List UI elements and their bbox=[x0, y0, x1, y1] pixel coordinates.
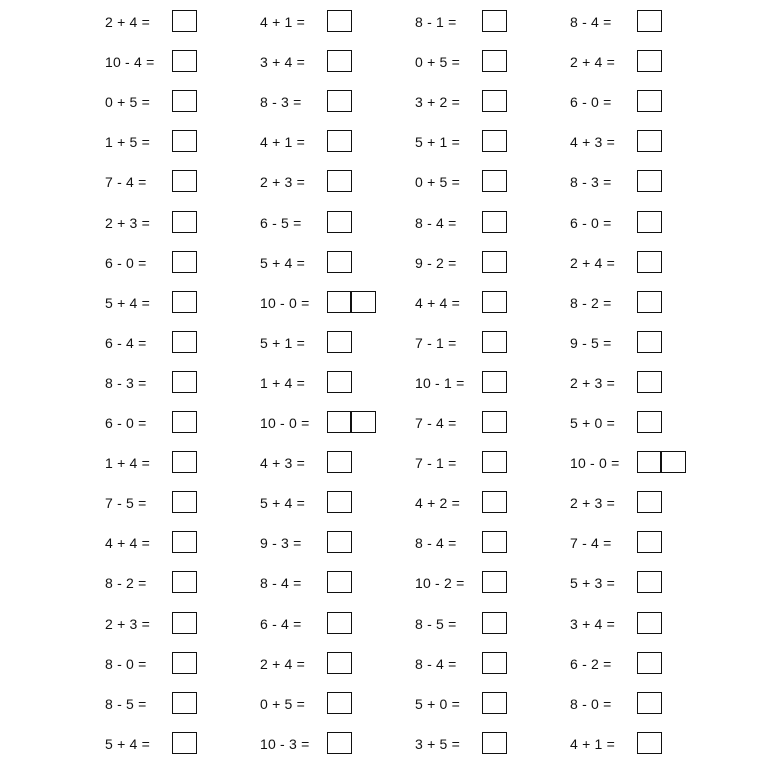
problem-expression: 6 - 5 = bbox=[260, 214, 302, 231]
answer-box[interactable] bbox=[327, 371, 352, 393]
problem-row bbox=[105, 251, 255, 275]
answer-box[interactable] bbox=[637, 90, 662, 112]
problem-expression: 10 - 0 = bbox=[260, 294, 310, 311]
problem-expression: 9 - 5 = bbox=[570, 334, 612, 351]
problem-expression: 10 - 0 = bbox=[570, 455, 620, 472]
problem-row bbox=[260, 251, 410, 275]
problem-expression: 0 + 5 = bbox=[415, 54, 460, 71]
problem-row bbox=[260, 90, 410, 114]
answer-box[interactable] bbox=[172, 411, 197, 433]
problem-row bbox=[570, 331, 720, 355]
answer-box[interactable] bbox=[172, 50, 197, 72]
problem-expression: 5 + 4 = bbox=[105, 735, 150, 752]
problem-row bbox=[570, 130, 720, 154]
answer-box[interactable] bbox=[172, 451, 197, 473]
answer-box[interactable] bbox=[637, 491, 662, 513]
answer-box[interactable] bbox=[172, 612, 197, 634]
problem-row bbox=[570, 251, 720, 275]
problem-expression: 5 + 0 = bbox=[415, 695, 460, 712]
problem-expression: 1 + 4 = bbox=[260, 374, 305, 391]
problem-expression: 4 + 1 = bbox=[260, 14, 305, 30]
problem-row bbox=[415, 692, 565, 716]
problem-row bbox=[415, 411, 565, 435]
answer-box[interactable] bbox=[172, 130, 197, 152]
problem-expression: 0 + 5 = bbox=[415, 174, 460, 191]
problem-row bbox=[105, 692, 255, 716]
problem-expression: 2 + 4 = bbox=[570, 54, 615, 71]
problem-row bbox=[260, 170, 410, 194]
answer-box[interactable] bbox=[327, 211, 352, 233]
problem-expression: 10 - 0 = bbox=[260, 415, 310, 431]
problem-row bbox=[260, 331, 410, 355]
problem-expression: 2 + 4 = bbox=[105, 14, 150, 30]
answer-box[interactable] bbox=[482, 451, 507, 473]
answer-box[interactable] bbox=[637, 291, 662, 313]
problem-expression: 7 - 4 = bbox=[415, 415, 457, 431]
answer-box[interactable] bbox=[327, 251, 352, 273]
problem-row bbox=[260, 571, 410, 595]
answer-box[interactable] bbox=[172, 10, 197, 32]
problem-expression: 9 - 3 = bbox=[260, 535, 302, 552]
problem-expression: 8 - 4 = bbox=[570, 14, 612, 30]
problem-row bbox=[570, 211, 720, 235]
problem-expression: 2 + 3 = bbox=[105, 214, 150, 231]
answer-box[interactable] bbox=[637, 531, 662, 553]
answer-box[interactable] bbox=[482, 491, 507, 513]
answer-box[interactable] bbox=[637, 170, 662, 192]
answer-box-two-digit[interactable] bbox=[637, 451, 686, 473]
problem-expression: 4 + 4 = bbox=[105, 535, 150, 552]
problem-row bbox=[105, 371, 255, 395]
problem-expression: 7 - 5 = bbox=[105, 495, 147, 512]
answer-box[interactable] bbox=[482, 652, 507, 674]
answer-box[interactable] bbox=[637, 732, 662, 754]
problem-expression: 6 - 2 = bbox=[570, 655, 612, 672]
problem-row bbox=[415, 371, 565, 395]
problem-expression: 8 - 4 = bbox=[415, 214, 457, 231]
problem-row bbox=[105, 732, 255, 756]
answer-box[interactable] bbox=[327, 90, 352, 112]
problem-row bbox=[260, 371, 410, 395]
answer-box[interactable] bbox=[637, 652, 662, 674]
problem-row bbox=[105, 331, 255, 355]
problem-expression: 3 + 4 = bbox=[260, 54, 305, 71]
problem-expression: 8 - 4 = bbox=[415, 535, 457, 552]
problem-row bbox=[260, 732, 410, 756]
answer-box[interactable] bbox=[327, 170, 352, 192]
answer-box[interactable] bbox=[482, 531, 507, 553]
problem-row bbox=[570, 411, 720, 435]
problem-expression: 2 + 3 = bbox=[260, 174, 305, 191]
problem-expression: 3 + 5 = bbox=[415, 735, 460, 752]
answer-box[interactable] bbox=[637, 371, 662, 393]
problem-row bbox=[415, 291, 565, 315]
answer-box[interactable] bbox=[327, 331, 352, 353]
problem-row bbox=[105, 211, 255, 235]
problem-expression: 5 + 4 = bbox=[260, 254, 305, 271]
answer-box[interactable] bbox=[172, 732, 197, 754]
problem-row bbox=[260, 451, 410, 475]
answer-box[interactable] bbox=[482, 170, 507, 192]
problem-row bbox=[415, 211, 565, 235]
answer-box[interactable] bbox=[172, 170, 197, 192]
problem-row bbox=[415, 612, 565, 636]
problem-expression: 5 + 4 = bbox=[105, 294, 150, 311]
problem-expression: 8 - 1 = bbox=[415, 14, 457, 30]
answer-box[interactable] bbox=[172, 571, 197, 593]
answer-box-two-digit[interactable] bbox=[327, 411, 376, 433]
problem-expression: 9 - 2 = bbox=[415, 254, 457, 271]
problem-expression: 2 + 3 = bbox=[105, 615, 150, 632]
problem-row bbox=[105, 130, 255, 154]
problem-row bbox=[260, 50, 410, 74]
problem-row bbox=[570, 692, 720, 716]
problem-expression: 6 - 4 = bbox=[105, 334, 147, 351]
problem-expression: 8 - 5 = bbox=[415, 615, 457, 632]
problem-row bbox=[105, 291, 255, 315]
problem-row bbox=[570, 571, 720, 595]
problem-expression: 8 - 4 = bbox=[415, 655, 457, 672]
problem-expression: 5 + 3 = bbox=[570, 575, 615, 592]
answer-box[interactable] bbox=[327, 652, 352, 674]
problem-expression: 10 - 1 = bbox=[415, 374, 465, 391]
answer-box[interactable] bbox=[482, 732, 507, 754]
problem-row bbox=[105, 411, 255, 435]
problem-expression: 1 + 4 = bbox=[105, 455, 150, 472]
problem-row bbox=[570, 90, 720, 114]
problem-row bbox=[570, 371, 720, 395]
problem-expression: 4 + 1 = bbox=[260, 134, 305, 151]
problem-expression: 4 + 2 = bbox=[415, 495, 460, 512]
answer-box[interactable] bbox=[327, 451, 352, 473]
problem-row bbox=[260, 692, 410, 716]
problem-row bbox=[260, 652, 410, 676]
problem-row bbox=[415, 130, 565, 154]
problem-row bbox=[570, 451, 720, 475]
problem-expression: 0 + 5 = bbox=[105, 94, 150, 111]
answer-box[interactable] bbox=[172, 291, 197, 313]
problem-expression: 5 + 1 = bbox=[260, 334, 305, 351]
problem-expression: 5 + 4 = bbox=[260, 495, 305, 512]
answer-box[interactable] bbox=[327, 531, 352, 553]
answer-box[interactable] bbox=[327, 491, 352, 513]
problem-row bbox=[570, 612, 720, 636]
answer-box[interactable] bbox=[637, 251, 662, 273]
problem-row bbox=[105, 170, 255, 194]
answer-box[interactable] bbox=[637, 10, 662, 32]
answer-box[interactable] bbox=[327, 50, 352, 72]
answer-box[interactable] bbox=[327, 571, 352, 593]
problem-row bbox=[570, 531, 720, 555]
problem-row bbox=[415, 90, 565, 114]
problem-expression: 8 - 2 = bbox=[570, 294, 612, 311]
answer-box[interactable] bbox=[327, 10, 352, 32]
problem-row bbox=[415, 451, 565, 475]
problem-row bbox=[105, 612, 255, 636]
problem-row bbox=[105, 451, 255, 475]
answer-box[interactable] bbox=[482, 10, 507, 32]
answer-box[interactable] bbox=[482, 331, 507, 353]
problem-row bbox=[570, 732, 720, 756]
problem-row bbox=[260, 612, 410, 636]
problem-expression: 3 + 2 = bbox=[415, 94, 460, 111]
problem-expression: 8 - 4 = bbox=[260, 575, 302, 592]
problem-row bbox=[415, 652, 565, 676]
problem-row bbox=[415, 571, 565, 595]
problem-column-1 bbox=[105, 0, 255, 758]
problem-expression: 10 - 2 = bbox=[415, 575, 465, 592]
problem-expression: 8 - 3 = bbox=[105, 374, 147, 391]
problem-expression: 8 - 3 = bbox=[260, 94, 302, 111]
answer-box[interactable] bbox=[482, 291, 507, 313]
answer-box[interactable] bbox=[327, 732, 352, 754]
problem-row bbox=[415, 10, 565, 34]
problem-expression: 3 + 4 = bbox=[570, 615, 615, 632]
answer-box[interactable] bbox=[482, 251, 507, 273]
problem-row bbox=[570, 652, 720, 676]
answer-box[interactable] bbox=[637, 211, 662, 233]
problem-expression: 4 + 1 = bbox=[570, 735, 615, 752]
problem-row bbox=[570, 50, 720, 74]
answer-box[interactable] bbox=[172, 652, 197, 674]
answer-box-two-digit[interactable] bbox=[327, 291, 376, 313]
problem-expression: 7 - 1 = bbox=[415, 455, 457, 472]
answer-box[interactable] bbox=[637, 612, 662, 634]
answer-box[interactable] bbox=[482, 211, 507, 233]
answer-box[interactable] bbox=[172, 371, 197, 393]
answer-box[interactable] bbox=[637, 571, 662, 593]
problem-row bbox=[260, 130, 410, 154]
problem-expression: 10 - 4 = bbox=[105, 54, 155, 71]
problem-row bbox=[260, 291, 410, 315]
problem-expression: 8 - 0 = bbox=[105, 655, 147, 672]
problem-expression: 4 + 3 = bbox=[260, 455, 305, 472]
answer-box[interactable] bbox=[482, 90, 507, 112]
problem-row bbox=[260, 10, 410, 34]
problem-row bbox=[570, 291, 720, 315]
answer-box[interactable] bbox=[172, 692, 197, 714]
answer-box[interactable] bbox=[172, 211, 197, 233]
problem-row bbox=[105, 652, 255, 676]
problem-expression: 2 + 3 = bbox=[570, 495, 615, 512]
problem-expression: 5 + 1 = bbox=[415, 134, 460, 151]
problem-expression: 2 + 4 = bbox=[260, 655, 305, 672]
problem-row bbox=[260, 491, 410, 515]
answer-box[interactable] bbox=[482, 612, 507, 634]
problem-column-2 bbox=[260, 0, 410, 758]
problem-expression: 2 + 4 = bbox=[570, 254, 615, 271]
problem-expression: 7 - 4 = bbox=[105, 174, 147, 191]
problem-row bbox=[570, 491, 720, 515]
answer-box[interactable] bbox=[172, 90, 197, 112]
problem-row bbox=[415, 170, 565, 194]
answer-box[interactable] bbox=[327, 130, 352, 152]
answer-box[interactable] bbox=[482, 130, 507, 152]
problem-row bbox=[415, 251, 565, 275]
problem-expression: 6 - 4 = bbox=[260, 615, 302, 632]
problem-row bbox=[415, 491, 565, 515]
problem-expression: 10 - 3 = bbox=[260, 735, 310, 752]
answer-box[interactable] bbox=[172, 531, 197, 553]
problem-column-3 bbox=[415, 0, 565, 758]
answer-box[interactable] bbox=[327, 612, 352, 634]
answer-box[interactable] bbox=[482, 692, 507, 714]
answer-box[interactable] bbox=[637, 692, 662, 714]
problem-expression: 8 - 2 = bbox=[105, 575, 147, 592]
problem-column-4 bbox=[570, 0, 720, 758]
problem-row bbox=[105, 50, 255, 74]
problem-expression: 6 - 0 = bbox=[105, 415, 147, 431]
problem-row bbox=[260, 211, 410, 235]
problem-expression: 6 - 0 = bbox=[570, 94, 612, 111]
answer-box[interactable] bbox=[172, 331, 197, 353]
answer-box[interactable] bbox=[637, 50, 662, 72]
problem-row bbox=[570, 170, 720, 194]
answer-box[interactable] bbox=[482, 411, 507, 433]
problem-expression: 4 + 3 = bbox=[570, 134, 615, 151]
problem-expression: 8 - 0 = bbox=[570, 695, 612, 712]
problem-expression: 0 + 5 = bbox=[260, 695, 305, 712]
problem-row bbox=[260, 411, 410, 435]
answer-box[interactable] bbox=[172, 491, 197, 513]
problem-expression: 6 - 0 = bbox=[105, 254, 147, 271]
problem-expression: 2 + 3 = bbox=[570, 374, 615, 391]
problem-expression: 1 + 5 = bbox=[105, 134, 150, 151]
problem-row bbox=[415, 50, 565, 74]
problem-row bbox=[105, 491, 255, 515]
problem-expression: 4 + 4 = bbox=[415, 294, 460, 311]
problem-expression: 8 - 5 = bbox=[105, 695, 147, 712]
problem-expression: 8 - 3 = bbox=[570, 174, 612, 191]
answer-box[interactable] bbox=[172, 251, 197, 273]
problem-row bbox=[415, 331, 565, 355]
problem-row bbox=[105, 90, 255, 114]
problem-row bbox=[105, 10, 255, 34]
problem-row bbox=[105, 531, 255, 555]
problem-row bbox=[570, 10, 720, 34]
problem-expression: 6 - 0 = bbox=[570, 214, 612, 231]
answer-box[interactable] bbox=[482, 371, 507, 393]
problem-expression: 5 + 0 = bbox=[570, 415, 615, 431]
problem-row bbox=[415, 531, 565, 555]
answer-box[interactable] bbox=[482, 50, 507, 72]
answer-box[interactable] bbox=[637, 411, 662, 433]
problem-row bbox=[260, 531, 410, 555]
problem-expression: 7 - 1 = bbox=[415, 334, 457, 351]
problem-expression: 7 - 4 = bbox=[570, 535, 612, 552]
answer-box[interactable] bbox=[482, 571, 507, 593]
answer-box[interactable] bbox=[327, 692, 352, 714]
answer-box[interactable] bbox=[637, 130, 662, 152]
answer-box[interactable] bbox=[637, 331, 662, 353]
problem-row bbox=[415, 732, 565, 756]
problem-row bbox=[105, 571, 255, 595]
